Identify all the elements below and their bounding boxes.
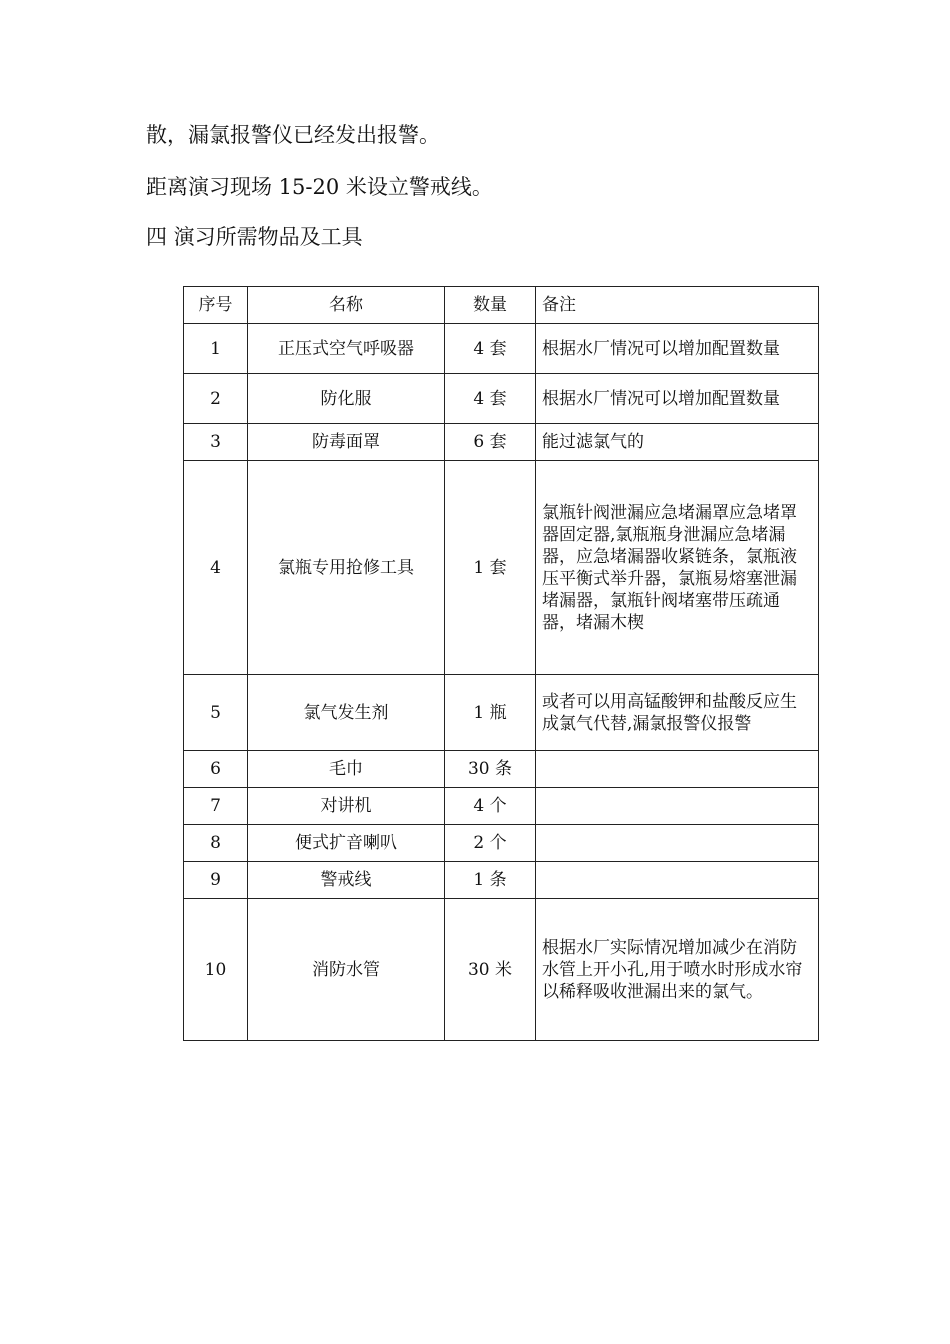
table-row [184, 374, 819, 424]
cell-name: 氯瓶专用抢修工具 [248, 461, 445, 675]
header-cell-note: 备注 [536, 287, 819, 324]
cell-qty: 1 瓶 [445, 675, 536, 751]
cell-note: 根据水厂情况可以增加配置数量 [536, 324, 819, 374]
cell-name: 正压式空气呼吸器 [248, 324, 445, 374]
table-row [184, 788, 819, 825]
cell-note [536, 751, 819, 788]
cell-no: 4 [184, 461, 248, 675]
cell-qty: 2 个 [445, 825, 536, 862]
table-row [184, 751, 819, 788]
cell-no: 3 [184, 424, 248, 461]
table-row [184, 324, 819, 374]
section-heading: 四 演习所需物品及工具 [146, 225, 363, 249]
cell-qty: 4 套 [445, 374, 536, 424]
cell-qty: 4 套 [445, 324, 536, 374]
table-row [184, 899, 819, 1041]
cell-no: 6 [184, 751, 248, 788]
cell-no: 2 [184, 374, 248, 424]
table-row [184, 825, 819, 862]
cell-name: 对讲机 [248, 788, 445, 825]
table-row [184, 675, 819, 751]
tools-table [183, 286, 819, 1041]
cell-no: 5 [184, 675, 248, 751]
table-row [184, 862, 819, 899]
cell-name: 防化服 [248, 374, 445, 424]
cell-note: 能过滤氯气的 [536, 424, 819, 461]
cell-name: 消防水管 [248, 899, 445, 1041]
cell-qty: 30 米 [445, 899, 536, 1041]
table-row [184, 461, 819, 675]
cell-name: 警戒线 [248, 862, 445, 899]
cell-note: 根据水厂情况可以增加配置数量 [536, 374, 819, 424]
cell-note: 或者可以用高锰酸钾和盐酸反应生成氯气代替,漏氯报警仪报警 [536, 675, 819, 751]
cell-note: 根据水厂实际情况增加减少在消防水管上开小孔,用于喷水时形成水帘以稀释吸收泄漏出来的氯气。 [536, 899, 819, 1041]
cell-name: 防毒面罩 [248, 424, 445, 461]
table-row [184, 424, 819, 461]
body-paragraph: 散，漏氯报警仪已经发出报警。 [146, 123, 440, 147]
cell-no: 1 [184, 324, 248, 374]
header-cell-name: 名称 [248, 287, 445, 324]
body-paragraph: 距离演习现场 15-20 米设立警戒线。 [146, 175, 493, 199]
cell-no: 10 [184, 899, 248, 1041]
table-header-row [184, 287, 819, 324]
cell-qty: 6 套 [445, 424, 536, 461]
cell-note [536, 788, 819, 825]
cell-note [536, 825, 819, 862]
cell-no: 8 [184, 825, 248, 862]
cell-name: 便式扩音喇叭 [248, 825, 445, 862]
cell-note [536, 862, 819, 899]
cell-name: 毛巾 [248, 751, 445, 788]
cell-qty: 4 个 [445, 788, 536, 825]
cell-note: 氯瓶针阀泄漏应急堵漏罩应急堵罩器固定器,氯瓶瓶身泄漏应急堵漏器，应急堵漏器收紧链条，氯瓶液压平衡式举升器，氯瓶易熔塞泄漏堵漏器，氯瓶针阀堵塞带压疏通器，堵漏木楔 [536, 461, 819, 675]
header-cell-no: 序号 [184, 287, 248, 324]
cell-qty: 1 套 [445, 461, 536, 675]
cell-no: 9 [184, 862, 248, 899]
header-cell-qty: 数量 [445, 287, 536, 324]
cell-no: 7 [184, 788, 248, 825]
cell-qty: 1 条 [445, 862, 536, 899]
cell-qty: 30 条 [445, 751, 536, 788]
cell-name: 氯气发生剂 [248, 675, 445, 751]
